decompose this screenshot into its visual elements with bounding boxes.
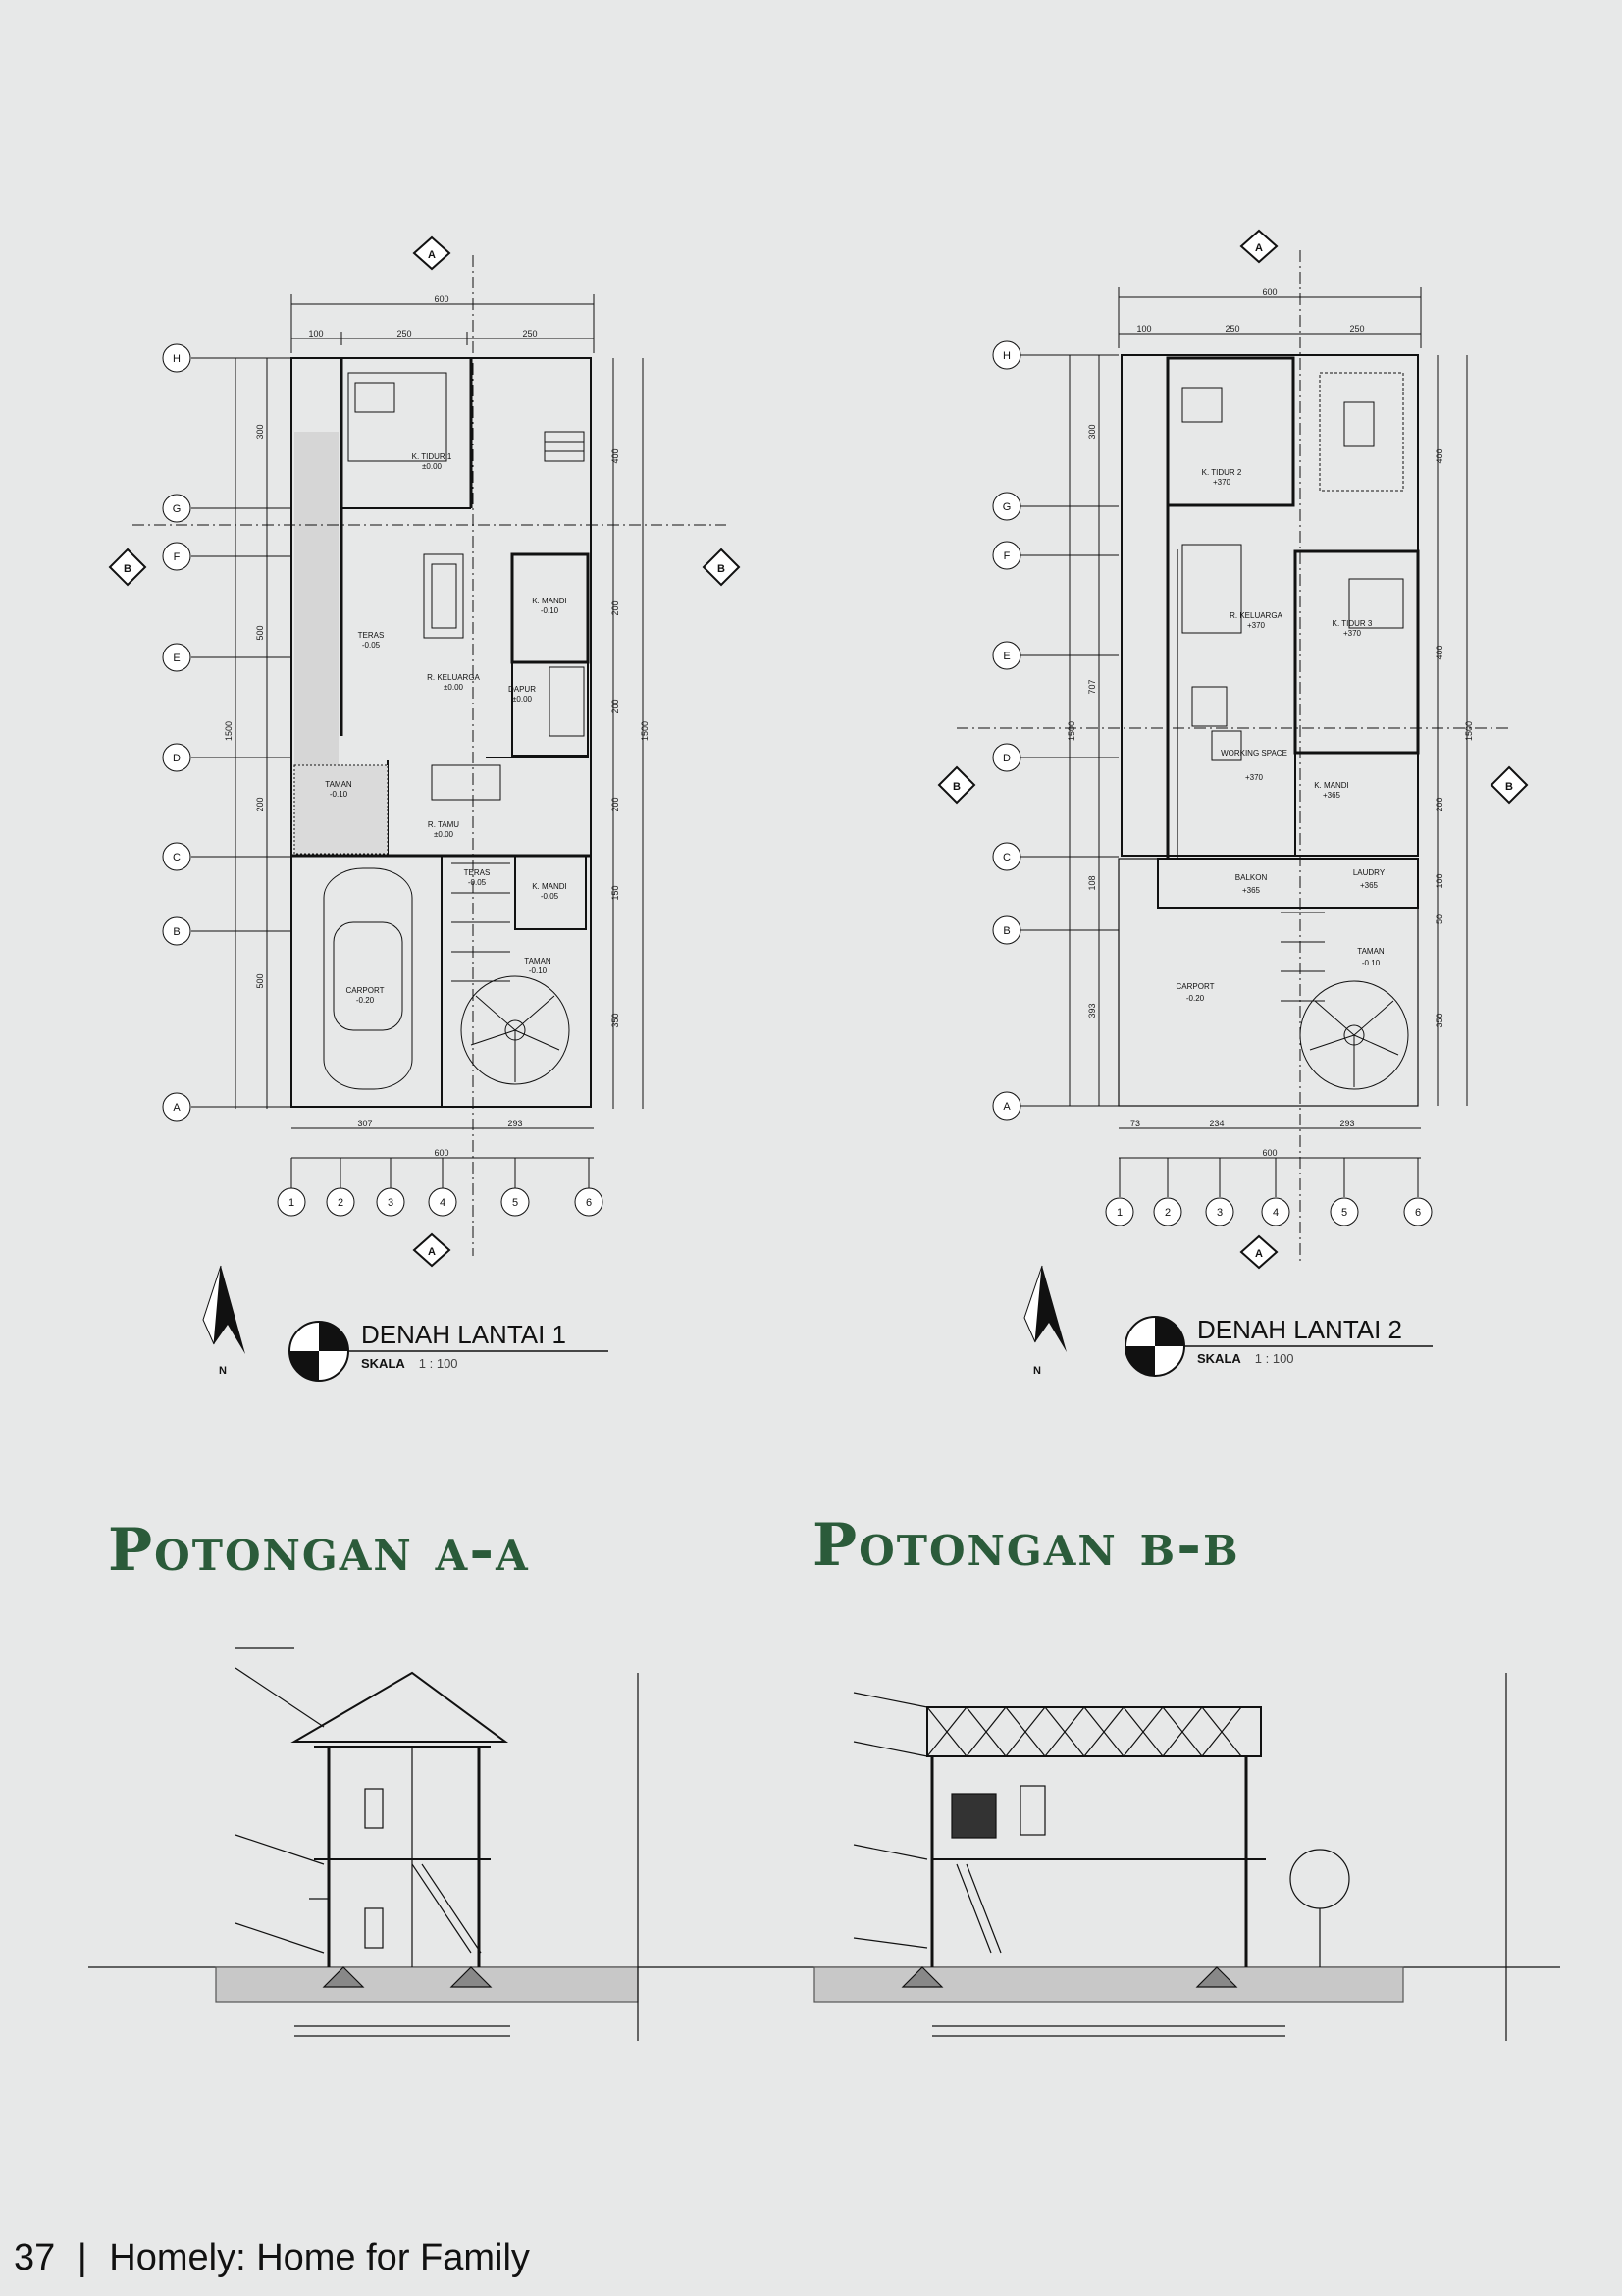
plan1-dim: 500 — [255, 625, 265, 641]
room-name: TAMAN — [1357, 947, 1385, 956]
plan2-dim: 250 — [1225, 324, 1240, 334]
plan1-scale-label: SKALA — [361, 1356, 405, 1371]
plan2-dim: 600 — [1262, 287, 1278, 297]
plan2-dim: 300 — [1087, 424, 1097, 440]
plan2-row-label: F — [1003, 550, 1011, 562]
plan2-dim: 100 — [1136, 324, 1152, 334]
room-level: -0.05 — [467, 878, 487, 887]
room-name: K. TIDUR 3 — [1332, 619, 1373, 628]
plan1-dim: 200 — [610, 699, 620, 714]
room-level: -0.05 — [540, 892, 559, 901]
room-level: +365 — [1322, 791, 1341, 800]
plan2-row-label: G — [1002, 501, 1012, 513]
room-name: R. KELUARGA — [427, 673, 480, 682]
plan1-section-a-bottom: A — [428, 1246, 436, 1258]
room-level: +370 — [1244, 773, 1264, 782]
plan1-dim: 150 — [610, 885, 620, 901]
plan2-dim: 600 — [1262, 1148, 1278, 1158]
room-level: -0.10 — [528, 966, 548, 975]
plan2-dim: 400 — [1435, 645, 1444, 660]
room-name: K. TIDUR 1 — [411, 452, 452, 461]
room-name: TERAS — [463, 868, 491, 877]
plan2-scale-value: 1 : 100 — [1254, 1351, 1294, 1366]
plan1-dimensions — [224, 294, 650, 1158]
plan1-north-label: N — [219, 1365, 227, 1377]
plan2-dim: 350 — [1435, 1013, 1444, 1028]
room-name: R. TAMU — [427, 820, 460, 829]
plan1-dim: 250 — [396, 329, 412, 339]
plan2-dim: 234 — [1209, 1119, 1225, 1128]
plan1-row-label: C — [173, 852, 181, 863]
plan2-col-label: 4 — [1272, 1207, 1280, 1219]
room-name: K. MANDI — [532, 597, 567, 605]
room-name: DAPUR — [507, 685, 537, 694]
plan2-col-label: 6 — [1414, 1207, 1422, 1219]
plan2-scale-label: SKALA — [1197, 1351, 1241, 1366]
room-level: ±0.00 — [444, 683, 463, 692]
room-name: CARPORT — [345, 986, 385, 995]
footer-separator: | — [77, 2237, 87, 2278]
room-level: +365 — [1359, 881, 1379, 890]
plan1-dim: 400 — [610, 448, 620, 464]
plan1-row-label: E — [173, 652, 181, 664]
plan1-row-label: H — [173, 353, 181, 365]
plan1-scale — [361, 1356, 458, 1371]
room-level: +370 — [1246, 621, 1266, 630]
plan1-dim: 250 — [522, 329, 538, 339]
plan1-dim: 1500 — [224, 720, 234, 742]
plan1-dim: 200 — [610, 600, 620, 616]
page-number: 37 — [14, 2237, 56, 2278]
plan1-col-label: 2 — [337, 1197, 344, 1209]
plan2-row-label: D — [1003, 753, 1011, 764]
plan1-dim: 293 — [507, 1119, 523, 1128]
plan2-row-label: H — [1003, 350, 1011, 362]
plan1-title: DENAH LANTAI 1 — [361, 1320, 567, 1349]
room-level: ±0.00 — [422, 462, 442, 471]
plan1-dim: 200 — [610, 797, 620, 812]
plan1-north-arrow — [203, 1266, 245, 1354]
room-name: TAMAN — [524, 957, 551, 965]
section-a-a-drawing — [88, 1648, 677, 2041]
room-level: +365 — [1241, 886, 1261, 895]
room-name: K. MANDI — [532, 882, 567, 891]
plan1-col-label: 5 — [511, 1197, 519, 1209]
plan2-dim: 50 — [1435, 913, 1444, 925]
room-level: ±0.00 — [512, 695, 532, 704]
plan1-col-label: 6 — [585, 1197, 593, 1209]
section-b-b-title: Potongan b-b — [812, 1511, 1240, 1580]
room-level: -0.20 — [355, 996, 375, 1005]
plan2-row-label: C — [1003, 852, 1011, 863]
page-footer — [14, 2237, 530, 2279]
plan1-row-label: D — [173, 753, 181, 764]
plan2-room-labels — [1177, 468, 1386, 1003]
plan2-col-label: 3 — [1216, 1207, 1224, 1219]
plan1-col-label: 1 — [288, 1197, 295, 1209]
plan1-dim: 300 — [255, 424, 265, 440]
room-name: TERAS — [357, 631, 385, 640]
plan2-dim: 393 — [1087, 1003, 1097, 1018]
room-name: K. MANDI — [1314, 781, 1349, 790]
plan1-dim: 200 — [255, 797, 265, 812]
room-level: +370 — [1212, 478, 1231, 487]
plan2-dim: 108 — [1087, 875, 1097, 891]
room-level: +370 — [1342, 629, 1362, 638]
plan2-dim: 293 — [1339, 1119, 1355, 1128]
plan1-dim: 500 — [255, 973, 265, 989]
room-name: BALKON — [1234, 873, 1268, 882]
plan1-col-label: 3 — [387, 1197, 394, 1209]
plan1-row-label: A — [173, 1102, 181, 1114]
room-name: TAMAN — [325, 780, 352, 789]
plan2-grid-labels — [1003, 350, 1421, 1219]
plan1-row-label: G — [172, 503, 182, 515]
plan1-dim: 350 — [610, 1013, 620, 1028]
plan2-title: DENAH LANTAI 2 — [1197, 1315, 1403, 1344]
room-name: WORKING SPACE — [1221, 749, 1287, 757]
room-level: -0.20 — [1185, 994, 1205, 1003]
plan1-col-label: 4 — [439, 1197, 446, 1209]
plan1-row-label: F — [173, 551, 181, 563]
plan1-scale-value: 1 : 100 — [418, 1356, 458, 1371]
floor-plan-1 — [132, 255, 726, 1256]
plan2-dim: 400 — [1435, 448, 1444, 464]
plan2-north-label: N — [1033, 1365, 1041, 1377]
plan2-section-b-left: B — [953, 781, 961, 793]
room-level: -0.05 — [361, 641, 381, 650]
plan2-scale — [1197, 1351, 1294, 1366]
plan1-section-b-right: B — [717, 563, 725, 575]
plan1-section-markers — [110, 237, 739, 1266]
plan1-dim: 1500 — [640, 720, 650, 742]
plan1-section-a-top: A — [428, 249, 436, 261]
plan2-section-a-top: A — [1255, 242, 1263, 254]
plan2-dim: 1500 — [1464, 720, 1474, 742]
plan2-dim: 707 — [1087, 679, 1097, 695]
section-a-a-title: Potongan a-a — [108, 1516, 530, 1585]
plan2-col-label: 5 — [1340, 1207, 1348, 1219]
plan1-dim: 600 — [434, 1148, 449, 1158]
plan1-dim: 600 — [434, 294, 449, 304]
plan2-dimensions — [1067, 287, 1474, 1158]
plan2-dim: 100 — [1435, 873, 1444, 889]
room-name: R. KELUARGA — [1230, 611, 1282, 620]
room-level: -0.10 — [1361, 959, 1381, 967]
room-level: ±0.00 — [434, 830, 453, 839]
plan2-dim: 73 — [1129, 1119, 1141, 1128]
plan2-row-label: E — [1003, 651, 1011, 662]
section-b-b-drawing — [677, 1673, 1560, 2041]
plan1-dim: 100 — [308, 329, 324, 339]
plan2-dim: 200 — [1435, 797, 1444, 812]
plan1-dim: 307 — [357, 1119, 373, 1128]
plan2-row-label: A — [1003, 1101, 1011, 1113]
plan1-row-label: B — [173, 926, 181, 938]
plan2-col-label: 2 — [1164, 1207, 1172, 1219]
room-name: CARPORT — [1176, 982, 1215, 991]
book-title: Homely: Home for Family — [109, 2237, 530, 2278]
plan2-north-arrow — [1024, 1266, 1067, 1352]
plan2-section-b-right: B — [1505, 781, 1513, 793]
room-name: LAUDRY — [1352, 868, 1386, 877]
room-level: -0.10 — [329, 790, 348, 799]
plan2-section-a-bottom: A — [1255, 1248, 1263, 1260]
room-name: K. TIDUR 2 — [1201, 468, 1242, 477]
plan2-dim: 250 — [1349, 324, 1365, 334]
plan1-section-b-left: B — [124, 563, 131, 575]
plan2-dim: 1500 — [1067, 720, 1076, 742]
plan2-col-label: 1 — [1116, 1207, 1124, 1219]
plan2-row-label: B — [1003, 925, 1011, 937]
room-level: -0.10 — [540, 606, 559, 615]
